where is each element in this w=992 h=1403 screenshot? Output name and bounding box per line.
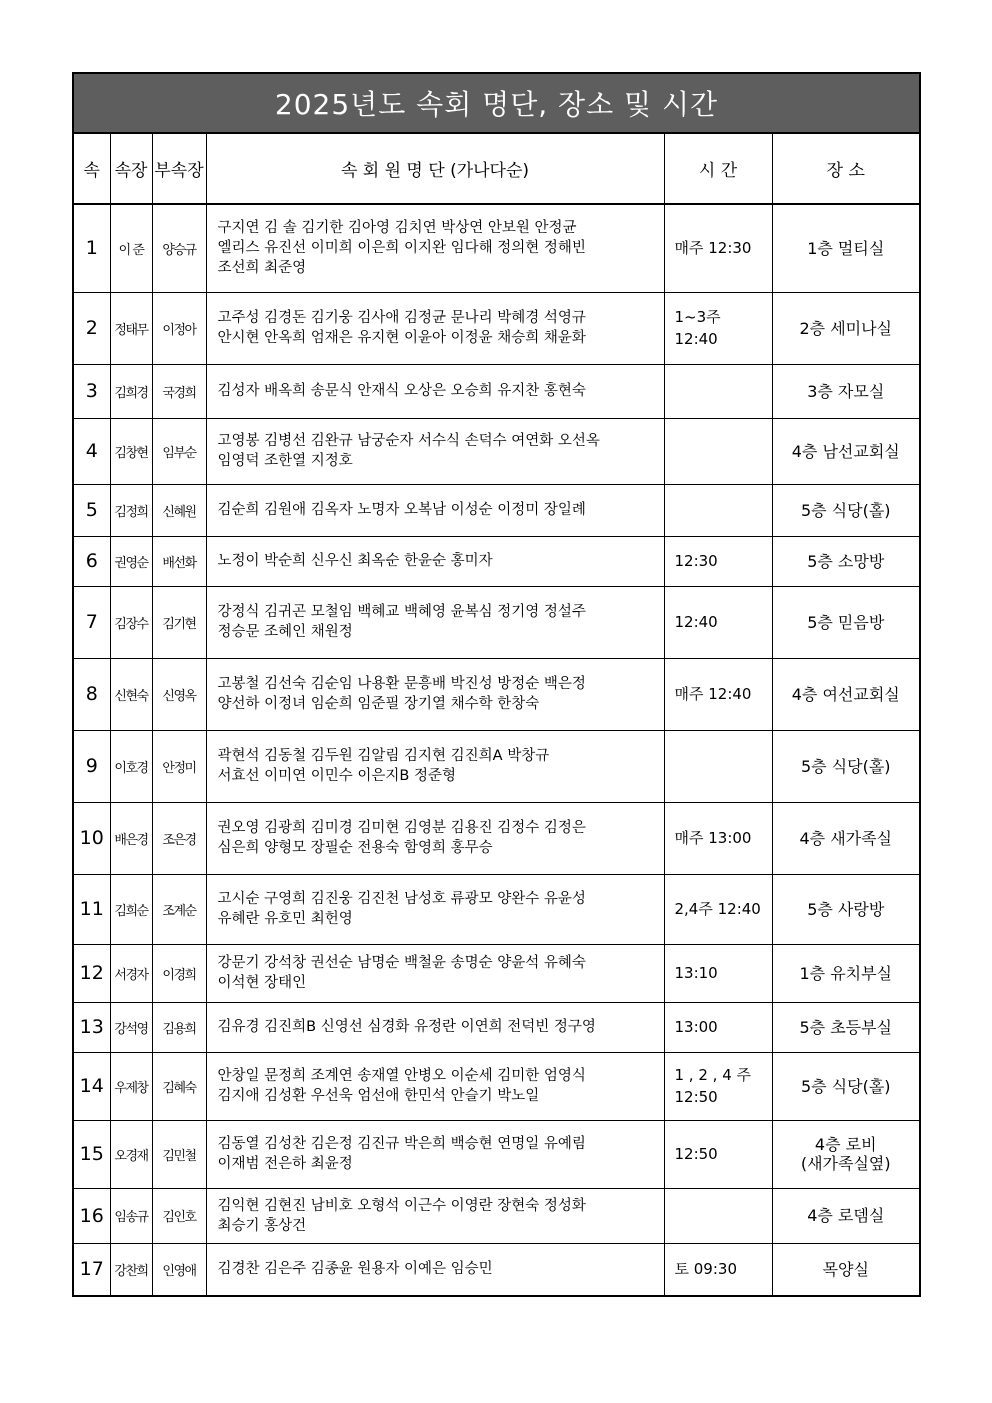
leader-name: 이 준: [110, 204, 152, 292]
place-cell: [772, 484, 919, 536]
time-line: 12:50: [674, 1145, 718, 1163]
leader-name: 배은경: [110, 802, 152, 874]
group-number: 6: [74, 536, 110, 586]
sub-leader-name: 국경희: [152, 364, 206, 418]
place-line: 5층 믿음방: [807, 612, 885, 632]
group-number: 16: [74, 1188, 110, 1243]
group-number: 4: [74, 418, 110, 484]
members-line: 안창일 문정희 조계연 송재열 안병오 이순세 김미한 엄영식: [217, 1068, 586, 1084]
sub-leader-name: 김민철: [152, 1120, 206, 1188]
sub-leader-name: 김기현: [152, 586, 206, 658]
members-line: 강정식 김귀곤 모철임 백혜교 백혜영 윤복심 정기영 정설주: [217, 604, 586, 620]
members-line: 임영덕 조한열 지정호: [217, 453, 353, 469]
time-line: 매주 12:30: [674, 239, 752, 258]
members-cell: [206, 1052, 664, 1120]
sub-leader-name: 임부순: [152, 418, 206, 484]
members-line: 고시순 구영희 김진웅 김진천 남성호 류광모 양완수 유윤성: [217, 891, 586, 907]
time-line: 매주 13:00: [674, 829, 752, 847]
members-cell: [206, 536, 664, 586]
sub-leader-name: 인영애: [152, 1243, 206, 1295]
members-cell: [206, 874, 664, 944]
members-line: 강문기 강석창 권선순 남명순 백철윤 송명순 양윤석 유혜숙: [217, 955, 586, 971]
sub-leader-name: 김용희: [152, 1002, 206, 1052]
place-line: 4층 로비: [814, 1135, 877, 1154]
time-cell: [664, 1188, 772, 1243]
sub-leader-name: 조은경: [152, 802, 206, 874]
time-cell: [664, 364, 772, 418]
place-cell: [772, 874, 919, 944]
table-row: [74, 364, 919, 418]
members-cell: [206, 204, 664, 292]
header-row: [74, 134, 919, 204]
table-row: [74, 730, 919, 802]
table-row: [74, 1002, 919, 1052]
group-number: 7: [74, 586, 110, 658]
members-line: 김순희 김원애 김옥자 노명자 오복남 이성순 이정미 장일례: [217, 502, 586, 518]
place-line: 1층 멀티실: [807, 238, 885, 258]
group-number: 5: [74, 484, 110, 536]
table-row: [74, 292, 919, 364]
members-line: 이재범 전은하 최윤정: [217, 1156, 353, 1172]
table-row: [74, 802, 919, 874]
sub-leader-name: 배선화: [152, 536, 206, 586]
members-line: 김성자 배옥희 송문식 안재식 오상은 오승희 유지찬 홍현숙: [217, 383, 586, 399]
place-line: 5층 식당(홀): [800, 500, 891, 520]
group-number: 14: [74, 1052, 110, 1120]
members-line: 엘리스 유진선 이미희 이은희 이지완 임다해 정의현 정해빈: [217, 240, 586, 257]
leader-name: 김창현: [110, 418, 152, 484]
members-line: 양선하 이정녀 임순희 임준필 장기열 채수학 한창숙: [217, 696, 540, 712]
place-cell: [772, 658, 919, 730]
title-bar: [74, 74, 919, 134]
roster-sheet: [72, 72, 921, 1297]
table-row: [74, 1188, 919, 1243]
members-cell: [206, 586, 664, 658]
members-line: 고영봉 김병선 김완규 남궁순자 서수식 손덕수 여연화 오선옥: [217, 433, 600, 449]
leader-name: 강찬희: [110, 1243, 152, 1295]
members-line: 유혜란 유호민 최헌영: [217, 911, 353, 927]
leader-name: 김희순: [110, 874, 152, 944]
place-line: 5층 식당(홀): [800, 1076, 891, 1096]
time-line: 12:40: [674, 613, 718, 631]
header-leader: 속장: [110, 134, 152, 204]
leader-name: 신현숙: [110, 658, 152, 730]
time-cell: [664, 292, 772, 364]
members-cell: [206, 730, 664, 802]
place-line: 목양실: [822, 1259, 869, 1279]
place-cell: [772, 1188, 919, 1243]
place-cell: [772, 364, 919, 418]
table-row: [74, 658, 919, 730]
members-line: 서효선 이미연 이민수 이은지B 정준형: [217, 768, 456, 784]
page-title: 2025년도 속회 명단, 장소 및 시간: [274, 88, 719, 121]
place-cell: [772, 292, 919, 364]
time-cell: [664, 1120, 772, 1188]
group-number: 10: [74, 802, 110, 874]
header-place: 장 소: [772, 134, 919, 204]
group-number: 12: [74, 944, 110, 1002]
group-number: 8: [74, 658, 110, 730]
time-cell: [664, 204, 772, 292]
members-line: 조선희 최준영: [217, 260, 307, 277]
leader-name: 권영순: [110, 536, 152, 586]
time-cell: [664, 1243, 772, 1295]
sub-leader-name: 김혜숙: [152, 1052, 206, 1120]
time-cell: [664, 1002, 772, 1052]
place-cell: [772, 418, 919, 484]
members-line: 고주성 김경돈 김기웅 김사애 김정균 문나리 박혜경 석영규: [217, 310, 586, 326]
sub-leader-name: 이경희: [152, 944, 206, 1002]
leader-name: 강석영: [110, 1002, 152, 1052]
place-cell: [772, 536, 919, 586]
header-sub-leader: 부속장: [152, 134, 206, 204]
members-cell: [206, 1243, 664, 1295]
members-line: 이석현 장태인: [217, 975, 307, 991]
time-cell: [664, 484, 772, 536]
members-cell: [206, 802, 664, 874]
time-line: 1 , 2 , 4 주: [674, 1066, 751, 1084]
place-line: 5층 사랑방: [807, 899, 885, 919]
members-cell: [206, 658, 664, 730]
table-row: [74, 944, 919, 1002]
place-cell: [772, 586, 919, 658]
place-cell: [772, 1120, 919, 1188]
table-row: [74, 1243, 919, 1295]
leader-name: 임송규: [110, 1188, 152, 1243]
header-no: 속: [74, 134, 110, 204]
group-number: 3: [74, 364, 110, 418]
sub-leader-name: 김인호: [152, 1188, 206, 1243]
members-line: 곽현석 김동철 김두원 김알림 김지현 김진희A 박창규: [217, 748, 550, 764]
time-cell: [664, 730, 772, 802]
group-number: 11: [74, 874, 110, 944]
place-cell: [772, 1002, 919, 1052]
place-line: 5층 초등부실: [799, 1017, 893, 1037]
header-time: 시 간: [664, 134, 772, 204]
members-cell: [206, 944, 664, 1002]
place-cell: [772, 1243, 919, 1295]
leader-name: 정태무: [110, 292, 152, 364]
place-line: 4층 남선교회실: [791, 441, 900, 461]
place-cell: [772, 944, 919, 1002]
members-cell: [206, 364, 664, 418]
group-number: 15: [74, 1120, 110, 1188]
members-line: 구지연 김 솔 김기한 김아영 김치연 박상연 안보원 안정균: [217, 220, 577, 237]
place-line: 5층 소망방: [807, 551, 885, 571]
time-line: 토 09:30: [674, 1260, 737, 1279]
group-number: 1: [74, 204, 110, 292]
sub-leader-name: 이정아: [152, 292, 206, 364]
place-cell: [772, 1052, 919, 1120]
members-line: 김지애 김성환 우선욱 엄선애 한민석 안슬기 박노일: [217, 1088, 540, 1104]
group-number: 13: [74, 1002, 110, 1052]
place-line: 2층 세미나실: [799, 318, 893, 338]
group-number: 2: [74, 292, 110, 364]
time-line: 매주 12:40: [674, 685, 752, 703]
members-line: 안시현 안옥희 엄재은 유지현 이윤아 이정윤 채승희 채윤화: [217, 330, 586, 346]
members-line: 심은희 양형모 장필순 전용숙 함영희 홍무승: [217, 840, 493, 856]
members-cell: [206, 1188, 664, 1243]
time-line: 13:00: [674, 1018, 718, 1036]
time-cell: [664, 536, 772, 586]
table-row: [74, 1120, 919, 1188]
members-line: 노정이 박순희 신우신 최옥순 한윤순 홍미자: [217, 553, 493, 569]
roster-body: [74, 204, 919, 1295]
group-number: 17: [74, 1243, 110, 1295]
members-line: 김동열 김성찬 김은정 김진규 박은희 백승현 연명일 유예림: [217, 1136, 586, 1152]
leader-name: 오경재: [110, 1120, 152, 1188]
place-cell: [772, 730, 919, 802]
members-cell: [206, 484, 664, 536]
sub-leader-name: 조계순: [152, 874, 206, 944]
members-cell: [206, 418, 664, 484]
members-line: 김유경 김진희B 신영선 심경화 유정란 이연희 전덕빈 정구영: [217, 1019, 596, 1035]
table-row: [74, 874, 919, 944]
place-cell: [772, 204, 919, 292]
members-line: 김경찬 김은주 김종윤 원용자 이예은 임승민: [217, 1261, 493, 1278]
table-row: [74, 418, 919, 484]
time-cell: [664, 418, 772, 484]
table-row: [74, 1052, 919, 1120]
time-line: 12:30: [674, 552, 718, 570]
leader-name: 이호경: [110, 730, 152, 802]
time-line: 12:50: [674, 1088, 718, 1106]
table-row: [74, 586, 919, 658]
group-number: 9: [74, 730, 110, 802]
table-row: [74, 204, 919, 292]
table-row: [74, 484, 919, 536]
time-cell: [664, 944, 772, 1002]
leader-name: 김장수: [110, 586, 152, 658]
members-cell: [206, 1120, 664, 1188]
place-line: 4층 로뎀실: [807, 1206, 885, 1225]
time-cell: [664, 658, 772, 730]
sub-leader-name: 신혜원: [152, 484, 206, 536]
leader-name: 김희경: [110, 364, 152, 418]
leader-name: 김정희: [110, 484, 152, 536]
header-members: 속 회 원 명 단 (가나다순): [206, 134, 664, 204]
time-cell: [664, 1052, 772, 1120]
place-line: 4층 새가족실: [799, 828, 893, 848]
place-line: 3층 자모실: [807, 381, 885, 401]
members-line: 김익현 김현진 남비호 오형석 이근수 이영란 장현숙 정성화: [217, 1197, 586, 1214]
sub-leader-name: 안정미: [152, 730, 206, 802]
members-cell: [206, 1002, 664, 1052]
time-cell: [664, 802, 772, 874]
roster-table: [74, 134, 919, 1295]
sub-leader-name: 신영옥: [152, 658, 206, 730]
time-cell: [664, 874, 772, 944]
members-cell: [206, 292, 664, 364]
time-line: 1~3주 12:40: [674, 308, 721, 348]
place-cell: [772, 802, 919, 874]
place-line: 5층 식당(홀): [800, 756, 891, 776]
place-line: (새가족실옆): [800, 1154, 891, 1173]
members-line: 최승기 홍상건: [217, 1217, 307, 1234]
table-row: [74, 536, 919, 586]
time-line: 13:10: [674, 964, 718, 982]
leader-name: 서경자: [110, 944, 152, 1002]
place-line: 1층 유치부실: [799, 963, 893, 983]
time-line: 2,4주 12:40: [674, 900, 761, 918]
place-line: 4층 여선교회실: [791, 684, 900, 704]
members-line: 권오영 김광희 김미경 김미현 김영분 김용진 김정수 김정은: [217, 820, 586, 836]
time-cell: [664, 586, 772, 658]
members-line: 정승문 조혜인 채원정: [217, 624, 353, 640]
members-line: 고봉철 김선숙 김순임 나용환 문흥배 박진성 방정순 백은정: [217, 676, 586, 692]
sub-leader-name: 양승규: [152, 204, 206, 292]
leader-name: 우제창: [110, 1052, 152, 1120]
